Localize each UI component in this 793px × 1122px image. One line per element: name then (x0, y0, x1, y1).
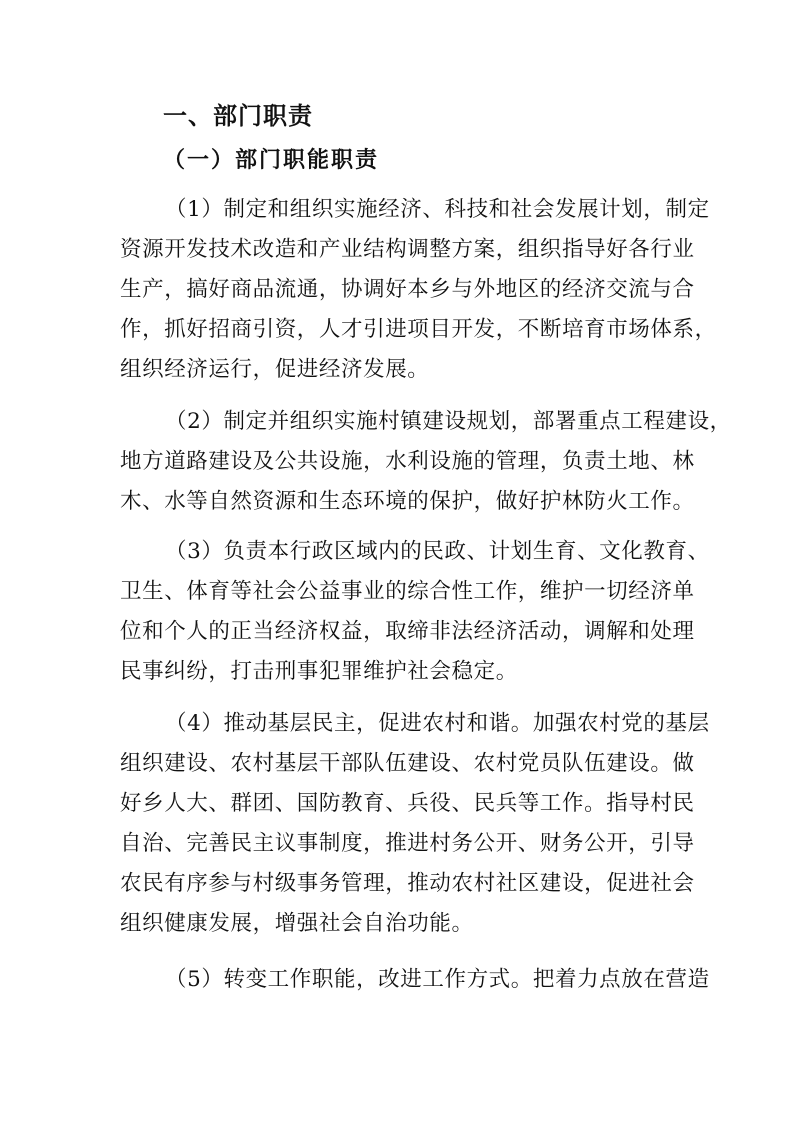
paragraph-line: 资源开发技术改造和产业结构调整方案，组织指导好各行业 (120, 237, 695, 262)
paragraph-4 (120, 704, 710, 944)
paragraph-line: 木、水等自然资源和生态环境的保护，做好护林防火工作。 (120, 489, 695, 514)
paragraph-line: 农民有序参与村级事务管理，推动农村社区建设，促进社会 (120, 871, 695, 896)
paragraph-line: 生产，搞好商品流通，协调好本乡与外地区的经济交流与合 (120, 277, 695, 302)
paragraph-5 (120, 960, 710, 1000)
paragraph-line: （1）制定和组织实施经济、科技和社会发展计划，制定 (165, 197, 710, 222)
paragraph-line: （4）推动基层民主，促进农村和谐。加强农村党的基层 (165, 711, 710, 736)
paragraph-line: 卫生、体育等社会公益事业的综合性工作，维护一切经济单 (120, 579, 695, 604)
paragraph-line: 位和个人的正当经济权益，取缔非法经济活动，调解和处理 (120, 619, 695, 644)
paragraph-1 (120, 190, 717, 390)
paragraph-line: 好乡人大、群团、国防教育、兵役、民兵等工作。指导村民 (120, 791, 695, 816)
paragraph-line: 组织健康发展，增强社会自治功能。 (120, 911, 474, 936)
paragraph-line: 民事纠纷，打击刑事犯罪维护社会稳定。 (120, 659, 518, 684)
paragraph-line: 地方道路建设及公共设施，水利设施的管理，负责土地、林 (120, 449, 695, 474)
paragraph-3 (120, 532, 710, 692)
subsection-heading: （一）部门职能职责 (163, 147, 380, 173)
paragraph-line: （2）制定并组织实施村镇建设规划，部署重点工程建设， (165, 409, 732, 434)
paragraph-line: 组织经济运行，促进经济发展。 (120, 357, 430, 382)
paragraph-line: 作，抓好招商引资，人才引进项目开发，不断培育市场体系， (120, 317, 717, 342)
paragraph-line: 组织建设、农村基层干部队伍建设、农村党员队伍建设。做 (120, 751, 695, 776)
paragraph-line: （3）负责本行政区域内的民政、计划生育、文化教育、 (165, 539, 710, 564)
paragraph-line: （5）转变工作职能，改进工作方式。把着力点放在营造 (165, 967, 710, 992)
section-heading: 一、部门职责 (163, 102, 313, 130)
paragraph-2 (120, 402, 732, 522)
paragraph-line: 自治、完善民主议事制度，推进村务公开、财务公开，引导 (120, 831, 695, 856)
